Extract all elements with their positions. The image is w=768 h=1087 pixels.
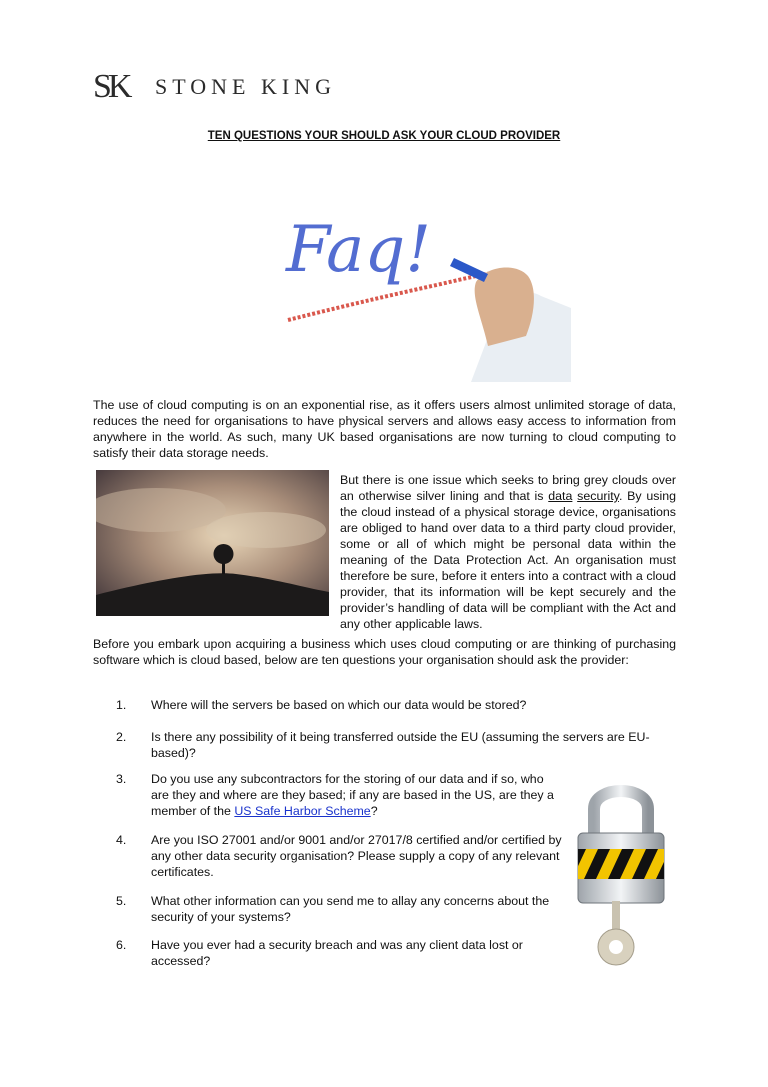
padlock-icon xyxy=(572,777,672,974)
question-text-start: Do you use any subcontractors for the storing of our data and if so, who are they and where are they based; if any are based in the US, are they a member of the xyxy=(151,772,554,818)
intro-paragraph: The use of cloud computing is on an exponential rise, as it offers users almost unlimited storage of data, reduces the need for organisations to have physical servers and allows easy access to information from anywhere in the world. As such, many UK based organisations are now turning to cloud computing to satisfy their data storage needs. xyxy=(93,398,676,460)
question-number: 6. xyxy=(116,938,127,952)
logo-mark: SK xyxy=(93,68,129,105)
before-paragraph: Before you embark upon acquiring a business which uses cloud computing or are thinking of purchasing software which is cloud based, below are ten questions your organisation should ask the provider: xyxy=(93,637,676,667)
question-number: 1. xyxy=(116,698,127,712)
security-text-end: . By using the cloud instead of a physical storage device, organisations are obliged to hand over data to a third party cloud provider, some or all of which might be personal data within the meaning of the Data Protection Act. An organisation must therefore be sure, before it enters into a contract with a cloud provider, that its information will be kept securely and the provider’s handling of data will be compliant with the Act and any other applicable laws. xyxy=(340,489,676,631)
logo-name: STONE KING xyxy=(155,74,336,99)
security-text-start: But there is one issue which seeks to bring grey clouds over an otherwise silver lining and that is xyxy=(340,473,676,503)
security-paragraph xyxy=(340,472,676,632)
document-title: TEN QUESTIONS YOUR SHOULD ASK YOUR CLOUD PROVIDER xyxy=(207,130,561,142)
question-number: 3. xyxy=(116,772,127,786)
question-text: Are you ISO 27001 and/or 9001 and/or 27017/8 certified and/or certified by any other data security organisation? Please supply a copy of any relevant certificates. xyxy=(151,833,562,879)
faq-handwriting-image xyxy=(266,196,571,382)
tree-storm-photo xyxy=(96,470,329,616)
faq-handwriting-text: Faq! xyxy=(286,213,431,287)
data-link[interactable]: data xyxy=(548,489,573,503)
security-link[interactable]: security xyxy=(577,489,619,503)
stone-king-logo xyxy=(93,68,393,108)
question-text: Where will the servers be based on which our data would be stored? xyxy=(151,698,527,712)
question-text xyxy=(151,771,563,819)
question-number: 5. xyxy=(116,894,127,908)
us-safe-harbor-link[interactable]: US Safe Harbor Scheme xyxy=(234,804,371,818)
question-text: Is there any possibility of it being transferred outside the EU (assuming the servers are EU-based)? xyxy=(151,730,650,760)
question-text-end: ? xyxy=(370,804,378,818)
question-number: 4. xyxy=(116,833,127,847)
question-number: 2. xyxy=(116,730,127,744)
question-text: Have you ever had a security breach and was any client data lost or accessed? xyxy=(151,938,523,968)
question-text: What other information can you send me to allay any concerns about the security of your systems? xyxy=(151,894,550,924)
